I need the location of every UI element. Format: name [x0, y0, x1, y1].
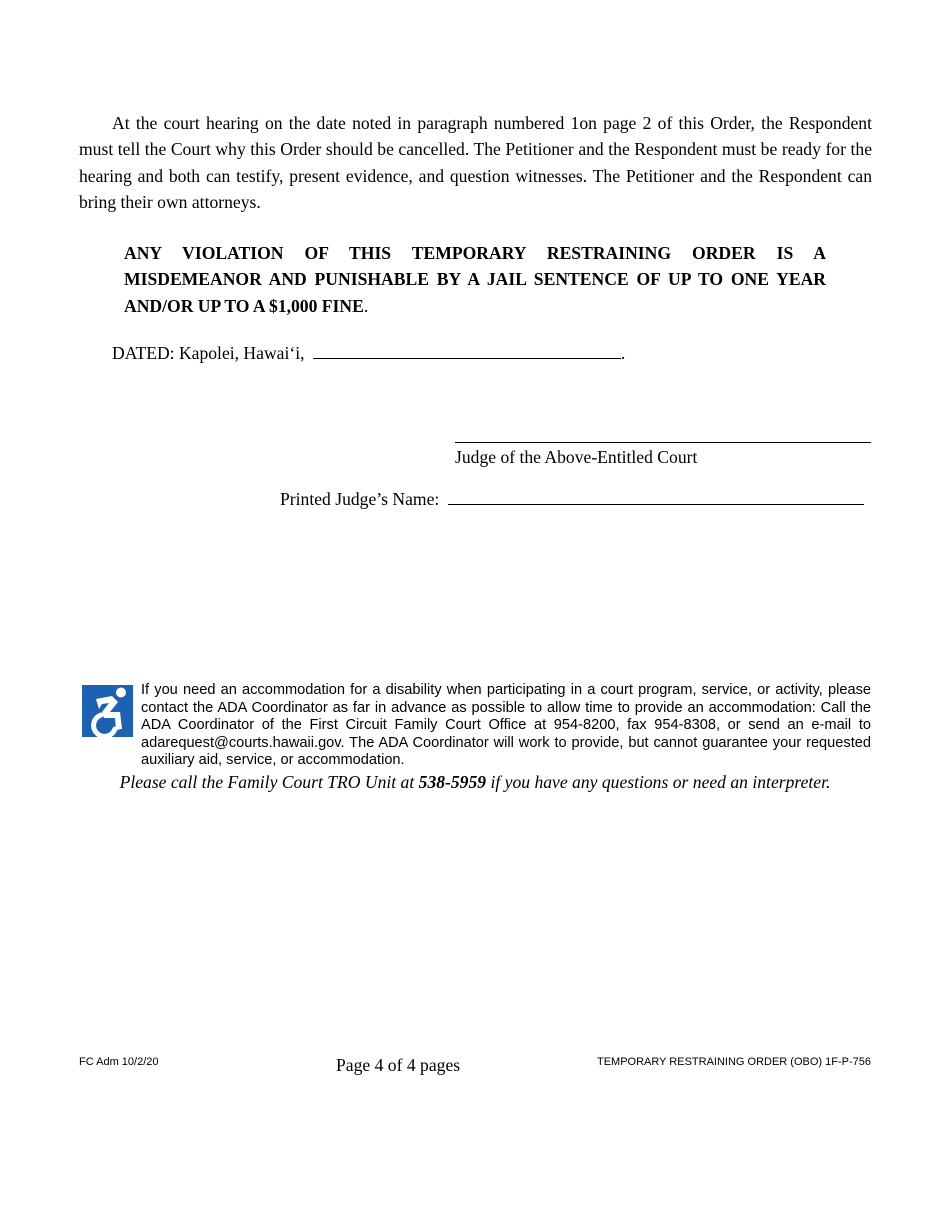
date-blank-field[interactable]: [313, 342, 621, 359]
tro-notice-before: Please call the Family Court TRO Unit at: [119, 772, 419, 792]
footer-form-title: TEMPORARY RESTRAINING ORDER (OBO) 1F-P-756: [596, 1056, 871, 1068]
dated-label: DATED: Kapolei, Hawai‘i,: [112, 343, 305, 363]
dated-line: [112, 341, 625, 365]
printed-judge-name-field[interactable]: [448, 488, 864, 505]
accessibility-icon: [82, 685, 133, 737]
judge-signature-line[interactable]: [455, 442, 871, 443]
tro-notice-after: if you have any questions or need an interpreter.: [486, 772, 831, 792]
violation-warning-period: .: [363, 295, 369, 316]
violation-warning: [124, 240, 826, 319]
printed-judge-name-label: Printed Judge’s Name:: [280, 489, 440, 509]
tro-phone-number: 538-5959: [418, 772, 487, 792]
footer-page-number: Page 4 of 4 pages: [336, 1055, 461, 1075]
violation-warning-text: ANY VIOLATION OF THIS TEMPORARY RESTRAINING ORDER IS A MISDEMEANOR AND PUNISHABLE BY A JAIL SENTENCE OF UP TO ONE YEAR AND/OR UP TO A $1,000 FINE: [124, 243, 826, 316]
judge-signature-label: Judge of the Above-Entitled Court: [455, 447, 698, 467]
footer-form-revision: FC Adm 10/2/20: [79, 1056, 159, 1068]
ada-notice: If you need an accommodation for a disability when participating in a court program, service, or activity, please contact the ADA Coordinator as far in advance as possible to allow time to provide an accommodation: Call the ADA Coordinator of the First Circuit Family Court Office at 954-8200, fax 954-8308, or send an e-mail to adarequest@courts.hawaii.gov. The ADA Coordinator will work to provide, but cannot guarantee your requested auxiliary aid, service, or accommodation.: [141, 682, 871, 769]
hearing-paragraph: At the court hearing on the date noted in paragraph numbered 1on page 2 of this Order, the Respondent must tell the Court why this Order should be cancelled. The Petitioner and the Respondent must be ready for the hearing and both can testify, present evidence, and question witnesses. The Petitioner and the Respondent can bring their own attorneys.: [79, 113, 872, 212]
printed-judge-name-line: [280, 487, 864, 511]
dated-period: .: [620, 343, 626, 363]
tro-unit-notice: [0, 770, 950, 794]
